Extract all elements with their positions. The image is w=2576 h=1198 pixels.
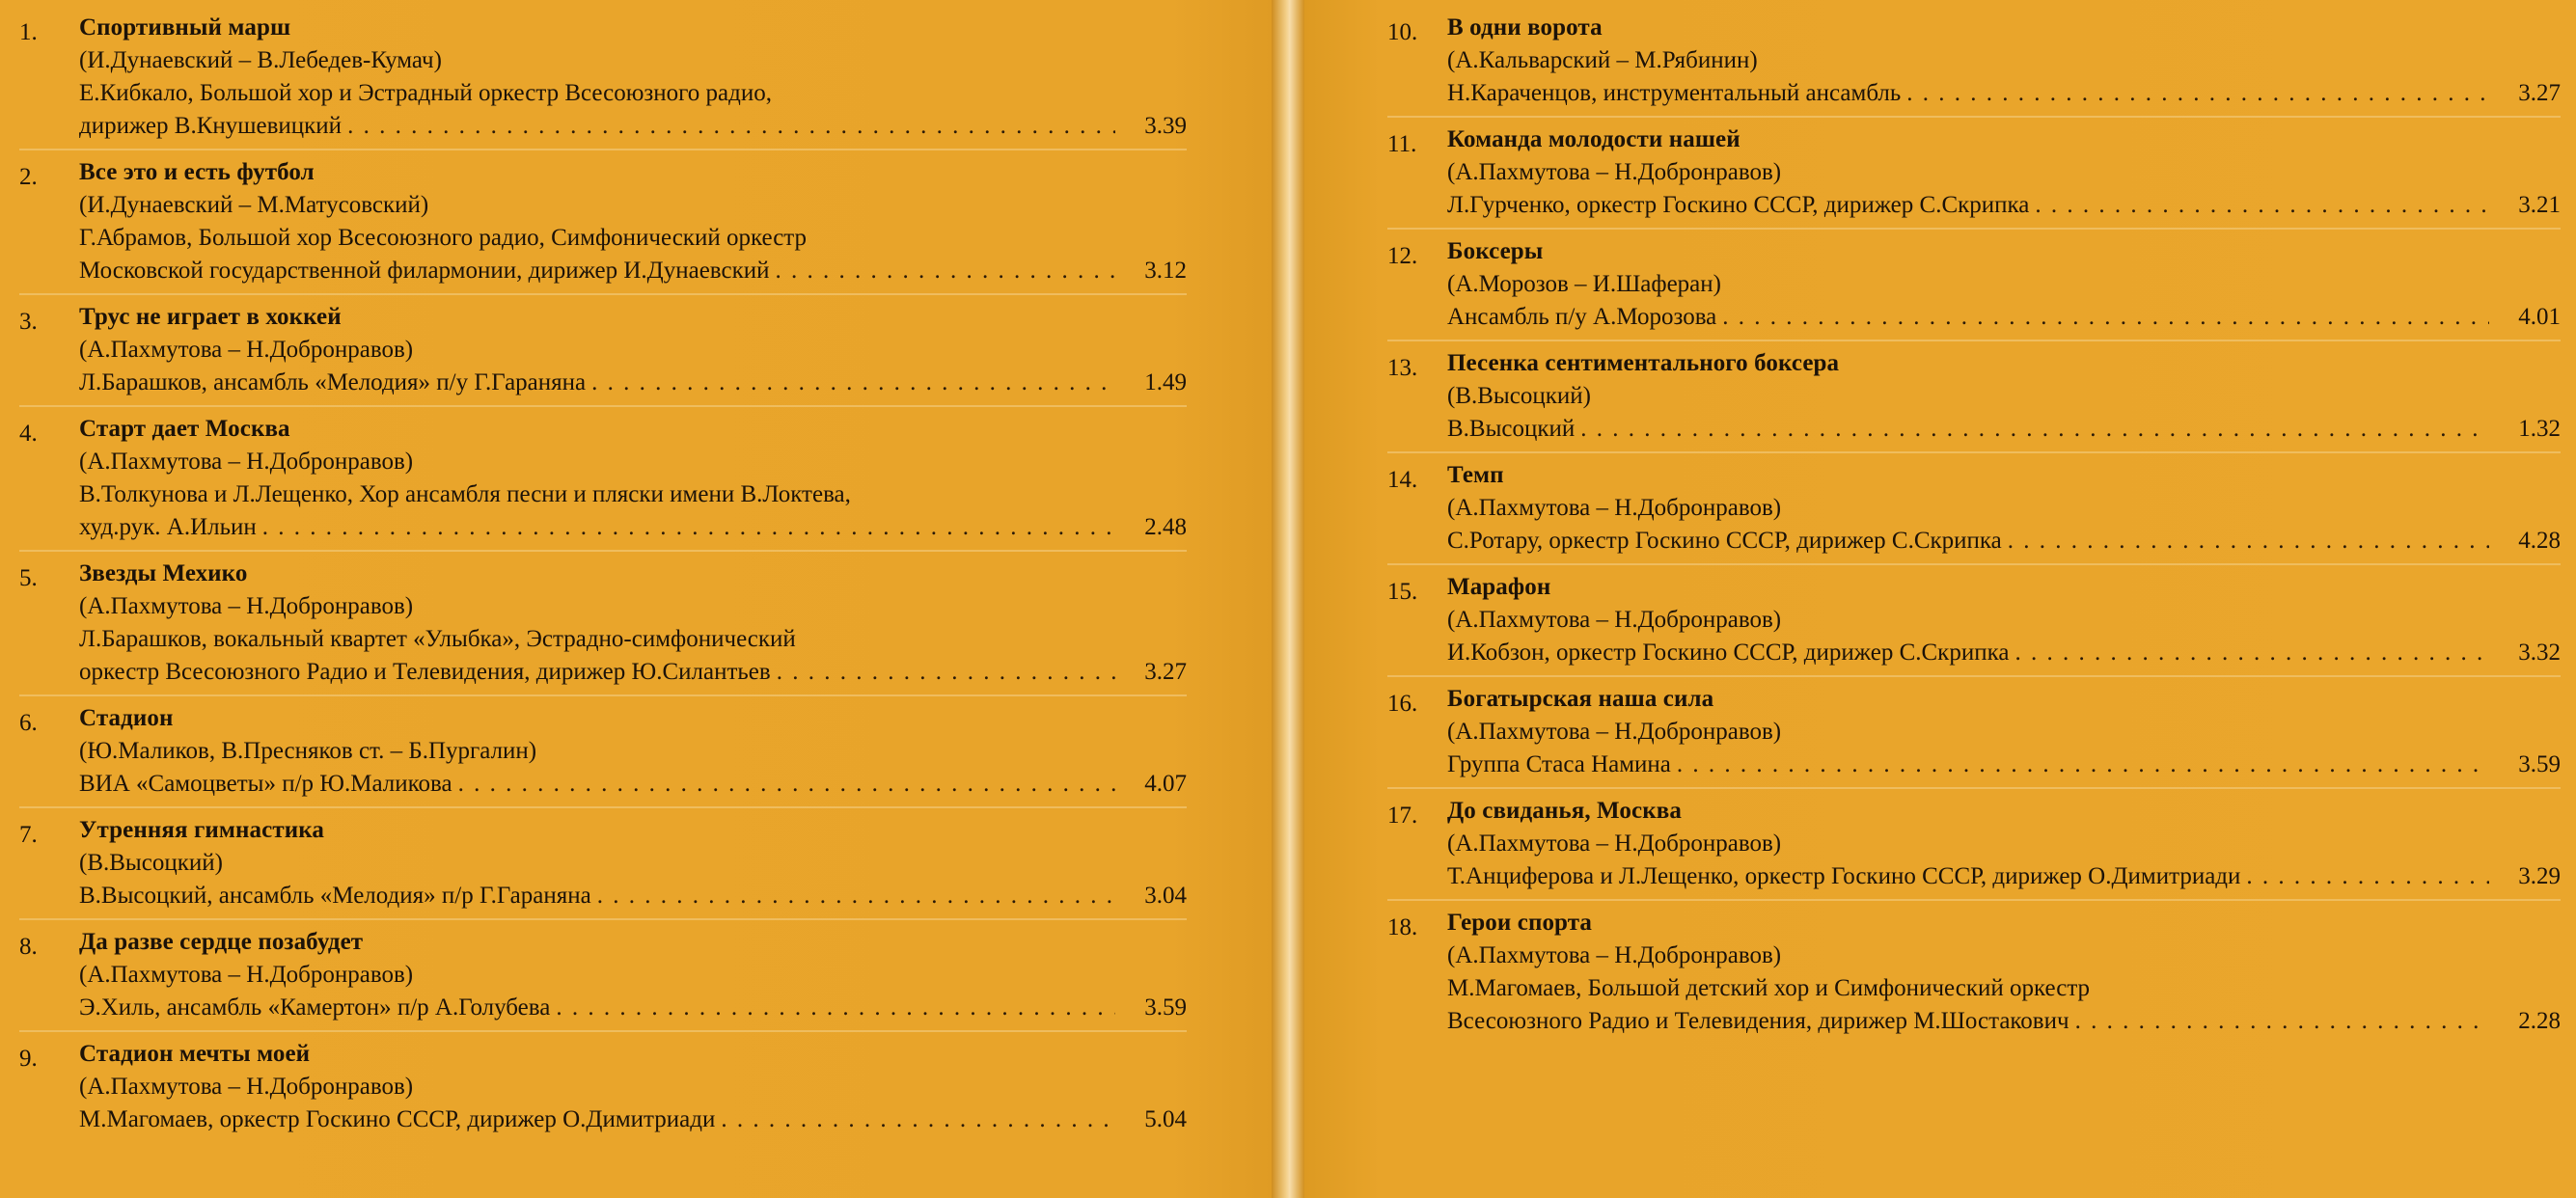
track-performers-text: худ.рук. А.Ильин	[79, 514, 257, 540]
track-performers-text: И.Кобзон, оркестр Госкино СССР, дирижер С.Скрипка	[1447, 640, 2010, 666]
track-performers-line	[79, 511, 1187, 544]
track-separator	[1387, 899, 2561, 901]
track-number: 10.	[1387, 19, 1418, 45]
track-authors: (А.Пахмутова – Н.Добронравов)	[79, 593, 414, 619]
track-authors: (А.Пахмутова – Н.Добронравов)	[1447, 830, 1782, 857]
booklet-fold	[1272, 0, 1304, 1198]
track-performers-text: В.Высоцкий, ансамбль «Мелодия» п/р Г.Гараняна	[79, 883, 591, 909]
track-separator	[19, 550, 1187, 552]
track-performers-line	[79, 880, 1187, 912]
track-entry	[1387, 907, 2561, 1038]
track-duration: 3.39	[1144, 113, 1187, 139]
track-authors: (И.Дунаевский – В.Лебедев-Кумач)	[79, 47, 442, 73]
track-title: Герои спорта	[1447, 910, 1593, 936]
track-duration: 4.07	[1144, 771, 1187, 797]
track-details	[1447, 123, 2561, 222]
track-number: 4.	[19, 421, 38, 447]
track-performers-line: Л.Барашков, вокальный квартет «Улыбка», Эстрадно-симфонический	[79, 626, 796, 652]
track-number: 3.	[19, 309, 38, 335]
track-title: Звезды Мехико	[79, 560, 248, 586]
track-number: 9.	[19, 1046, 38, 1072]
track-authors: (А.Пахмутова – Н.Добронравов)	[79, 1074, 414, 1100]
track-number: 18.	[1387, 914, 1418, 940]
track-performers-line	[79, 656, 1187, 689]
track-details	[79, 702, 1187, 801]
track-separator	[1387, 675, 2561, 677]
track-authors: (В.Высоцкий)	[1447, 383, 1591, 409]
track-title: Команда молодости нашей	[1447, 126, 1740, 152]
track-performers-text: С.Ротару, оркестр Госкино СССР, дирижер С.Скрипка	[1447, 528, 2002, 554]
track-separator	[1387, 451, 2561, 453]
track-performers-line	[1447, 77, 2561, 110]
track-performers-line	[1447, 1005, 2561, 1038]
track-title: Да разве сердце позабудет	[79, 929, 364, 955]
dot-leader	[262, 511, 1115, 544]
track-separator	[19, 293, 1187, 295]
track-duration: 3.59	[2518, 751, 2561, 777]
dot-leader	[2035, 189, 2489, 222]
track-authors: (А.Пахмутова – Н.Добронравов)	[79, 337, 414, 363]
track-details	[1447, 795, 2561, 893]
track-performers-text: Ансамбль п/у А.Морозова	[1447, 304, 1717, 330]
track-details	[1447, 12, 2561, 110]
track-duration: 5.04	[1144, 1106, 1187, 1132]
track-performers-text: Л.Гурченко, оркестр Госкино СССР, дирижер С.Скрипка	[1447, 192, 2030, 218]
track-title: Трус не играет в хоккей	[79, 304, 342, 330]
track-duration: 4.01	[2518, 304, 2561, 330]
track-entry	[1387, 12, 2561, 110]
track-title: Марафон	[1447, 574, 1551, 600]
track-details	[79, 413, 1187, 544]
dot-leader	[777, 656, 1115, 689]
track-title: Темп	[1447, 462, 1504, 488]
track-separator	[19, 149, 1187, 150]
track-authors: (А.Пахмутова – Н.Добронравов)	[1447, 495, 1782, 521]
track-separator	[19, 806, 1187, 808]
track-performers-text: Всесоюзного Радио и Телевидения, дирижер М.Шостакович	[1447, 1008, 2069, 1034]
track-performers-text: Т.Анциферова и Л.Лещенко, оркестр Госкино СССР, дирижер О.Димитриади	[1447, 863, 2241, 889]
track-number: 7.	[19, 822, 38, 848]
track-details	[79, 156, 1187, 287]
track-performers-text: дирижер В.Кнушевицкий	[79, 113, 343, 139]
track-authors: (А.Пахмутова – Н.Добронравов)	[79, 449, 414, 475]
track-authors: (А.Морозов – И.Шаферан)	[1447, 271, 1721, 297]
track-authors: (И.Дунаевский – М.Матусовский)	[79, 192, 429, 218]
track-title: Старт дает Москва	[79, 416, 290, 442]
track-number: 13.	[1387, 355, 1418, 381]
dot-leader	[2008, 525, 2489, 558]
track-entry	[19, 301, 1187, 399]
track-number: 1.	[19, 19, 38, 45]
track-number: 16.	[1387, 691, 1418, 717]
track-details	[79, 1038, 1187, 1136]
track-separator	[1387, 787, 2561, 789]
track-entry	[1387, 571, 2561, 669]
track-performers-line	[1447, 860, 2561, 893]
track-duration: 3.04	[1144, 883, 1187, 909]
track-entry	[1387, 459, 2561, 558]
track-separator	[19, 918, 1187, 920]
track-separator	[1387, 228, 2561, 230]
track-performers-line: Е.Кибкало, Большой хор и Эстрадный оркестр Всесоюзного радио,	[79, 80, 772, 106]
track-performers-text: оркестр Всесоюзного Радио и Телевидения, дирижер Ю.Силантьев	[79, 659, 771, 685]
track-entry	[19, 814, 1187, 912]
track-duration: 4.28	[2518, 528, 2561, 554]
track-performers-line	[79, 768, 1187, 801]
track-separator	[19, 1030, 1187, 1032]
track-entry	[19, 413, 1187, 544]
track-details	[79, 814, 1187, 912]
track-number: 15.	[1387, 579, 1418, 605]
track-title: Песенка сентиментального боксера	[1447, 350, 1840, 376]
track-entry	[1387, 123, 2561, 222]
track-title: В одни ворота	[1447, 14, 1603, 41]
track-details	[79, 926, 1187, 1024]
track-entry	[19, 926, 1187, 1024]
dot-leader	[597, 880, 1115, 912]
track-number: 11.	[1387, 131, 1417, 157]
track-performers-line	[1447, 637, 2561, 669]
track-authors: (А.Пахмутова – Н.Добронравов)	[1447, 942, 1782, 968]
track-duration: 3.32	[2518, 640, 2561, 666]
track-number: 5.	[19, 565, 38, 591]
track-authors: (Ю.Маликов, В.Пресняков ст. – Б.Пургалин)	[79, 738, 537, 764]
dot-leader	[458, 768, 1115, 801]
dot-leader	[1677, 749, 2489, 781]
track-performers-line	[79, 992, 1187, 1024]
track-duration: 2.28	[2518, 1008, 2561, 1034]
track-performers-line	[1447, 189, 2561, 222]
track-details	[1447, 347, 2561, 446]
track-performers-text: Н.Караченцов, инструментальный ансамбль	[1447, 80, 1902, 106]
track-title: Стадион	[79, 705, 174, 731]
track-performers-line	[1447, 749, 2561, 781]
track-duration: 2.48	[1144, 514, 1187, 540]
track-performers-line: В.Толкунова и Л.Лещенко, Хор ансамбля песни и пляски имени В.Локтева,	[79, 481, 851, 507]
track-performers-text: В.Высоцкий	[1447, 416, 1576, 442]
track-duration: 3.29	[2518, 863, 2561, 889]
dot-leader	[2014, 637, 2489, 669]
dot-leader	[556, 992, 1115, 1024]
track-performers-text: Л.Барашков, ансамбль «Мелодия» п/у Г.Гараняна	[79, 369, 587, 395]
track-number: 12.	[1387, 243, 1418, 269]
track-number: 2.	[19, 164, 38, 190]
track-details	[79, 301, 1187, 399]
track-entry	[1387, 795, 2561, 893]
track-title: Богатырская наша сила	[1447, 686, 1714, 712]
track-separator	[1387, 116, 2561, 118]
track-separator	[1387, 563, 2561, 565]
dot-leader	[2075, 1005, 2489, 1038]
dot-leader	[1906, 77, 2489, 110]
track-entry	[19, 12, 1187, 143]
track-entry	[19, 1038, 1187, 1136]
track-authors: (А.Пахмутова – Н.Добронравов)	[1447, 719, 1782, 745]
track-performers-line	[1447, 413, 2561, 446]
track-performers-line	[1447, 301, 2561, 334]
track-authors: (А.Пахмутова – Н.Добронравов)	[1447, 159, 1782, 185]
track-duration: 1.49	[1144, 369, 1187, 395]
track-title: Стадион мечты моей	[79, 1041, 311, 1067]
dot-leader	[2246, 860, 2489, 893]
track-entry	[19, 156, 1187, 287]
track-performers-text: М.Магомаев, оркестр Госкино СССР, дирижер О.Димитриади	[79, 1106, 716, 1132]
track-details	[1447, 571, 2561, 669]
track-duration: 3.27	[2518, 80, 2561, 106]
dot-leader	[1722, 301, 2489, 334]
track-details	[79, 12, 1187, 143]
track-authors: (А.Пахмутова – Н.Добронравов)	[79, 962, 414, 988]
track-performers-line: М.Магомаев, Большой детский хор и Симфонический оркестр	[1447, 975, 2091, 1001]
track-details	[1447, 459, 2561, 558]
track-performers-text: Э.Хиль, ансамбль «Камертон» п/р А.Голубева	[79, 994, 551, 1021]
dot-leader	[1580, 413, 2489, 446]
track-performers-text: ВИА «Самоцветы» п/р Ю.Маликова	[79, 771, 452, 797]
track-performers-line: Г.Абрамов, Большой хор Всесоюзного радио, Симфонический оркестр	[79, 225, 808, 251]
track-number: 14.	[1387, 467, 1418, 493]
track-authors: (А.Пахмутова – Н.Добронравов)	[1447, 607, 1782, 633]
track-duration: 3.59	[1144, 994, 1187, 1021]
track-details	[79, 558, 1187, 689]
track-title: До свиданья, Москва	[1447, 798, 1682, 824]
track-duration: 3.27	[1144, 659, 1187, 685]
track-number: 6.	[19, 710, 38, 736]
track-number: 17.	[1387, 803, 1418, 829]
track-performers-text: Группа Стаса Намина	[1447, 751, 1671, 777]
track-entry	[1387, 347, 2561, 446]
track-performers-line	[79, 255, 1187, 287]
track-authors: (В.Высоцкий)	[79, 850, 223, 876]
dot-leader	[591, 367, 1115, 399]
track-duration: 1.32	[2518, 416, 2561, 442]
track-title: Утренняя гимнастика	[79, 817, 324, 843]
track-duration: 3.21	[2518, 192, 2561, 218]
track-title: Все это и есть футбол	[79, 159, 315, 185]
track-duration: 3.12	[1144, 258, 1187, 284]
track-performers-line	[79, 110, 1187, 143]
track-title: Спортивный марш	[79, 14, 291, 41]
dot-leader	[347, 110, 1115, 143]
track-details	[1447, 235, 2561, 334]
track-performers-text: Московской государственной филармонии, дирижер И.Дунаевский	[79, 258, 770, 284]
track-performers-line	[79, 367, 1187, 399]
track-details	[1447, 907, 2561, 1038]
track-separator	[19, 405, 1187, 407]
track-details	[1447, 683, 2561, 781]
track-entry	[19, 702, 1187, 801]
track-performers-line	[79, 1103, 1187, 1136]
track-title: Боксеры	[1447, 238, 1544, 264]
track-separator	[19, 694, 1187, 696]
track-entry	[1387, 683, 2561, 781]
track-authors: (А.Кальварский – М.Рябинин)	[1447, 47, 1758, 73]
dot-leader	[775, 255, 1115, 287]
dot-leader	[721, 1103, 1115, 1136]
track-number: 8.	[19, 934, 38, 960]
track-performers-line	[1447, 525, 2561, 558]
track-entry	[1387, 235, 2561, 334]
track-entry	[19, 558, 1187, 689]
track-separator	[1387, 340, 2561, 341]
